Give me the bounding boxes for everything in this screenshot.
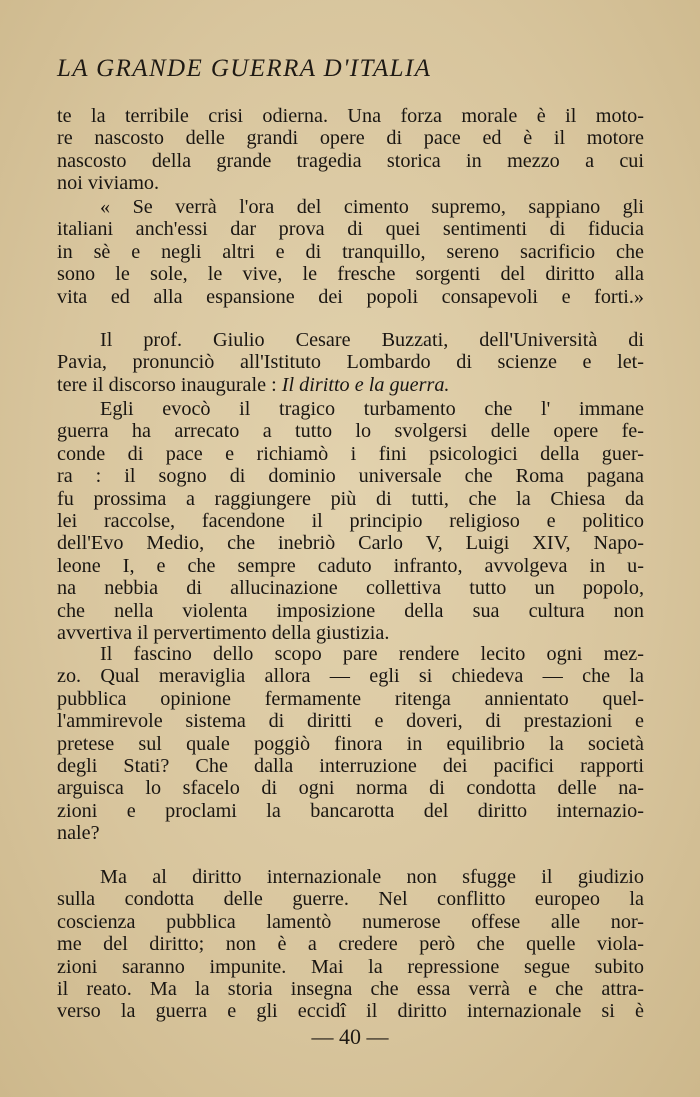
text-line: Egli evocò il tragico turbamento che l' immane [100, 398, 644, 420]
text-line: zioni saranno impunite. Mai la repressione segue subito [57, 955, 644, 978]
text-line: fu prossima a raggiungere più di tutti, che la Chiesa da [57, 487, 644, 510]
text-line: na nebbia di allucinazione collettiva tutto un popolo, [57, 577, 644, 600]
text-line: Ma al diritto internazionale non sfugge il giudizio [100, 866, 644, 888]
text-line: « Se verrà l'ora del cimento supremo, sappiano gli [100, 196, 644, 218]
text-line: avvertiva il pervertimento della giustizia. [57, 621, 390, 644]
text-line: me del diritto; non è a credere però che quelle viola- [57, 933, 644, 956]
paragraph-6 [57, 866, 644, 1023]
text-line: pubblica opinione fermamente ritenga annientato quel- [57, 687, 644, 710]
text-line: zo. Qual meraviglia allora — egli si chiedeva — che la [57, 665, 644, 688]
text-line: Il prof. Giulio Cesare Buzzati, dell'Università di [100, 329, 644, 351]
text-line: verso la guerra e gli eccidî il diritto internazionale si è [57, 1000, 644, 1023]
text-line: re nascosto delle grandi opere di pace ed è il motore [57, 127, 644, 150]
text-line: sulla condotta delle guerre. Nel conflitto europeo la [57, 888, 644, 911]
paragraph-4 [57, 398, 644, 644]
text-line-prefix: tere il discorso inaugurale : [57, 373, 282, 396]
text-line: Il fascino dello scopo pare rendere lecito ogni mez- [100, 643, 644, 665]
text-line: che nella violenta imposizione della sua cultura non [57, 599, 644, 622]
paragraph-1 [57, 105, 644, 195]
text-line: Pavia, pronunciò all'Istituto Lombardo di scienze e let- [57, 351, 644, 374]
text-line: vita ed alla espansione dei popoli consapevoli e forti.» [57, 285, 644, 308]
text-line: dell'Evo Medio, che inebriò Carlo V, Luigi XIV, Napo- [57, 532, 644, 555]
text-line: degli Stati? Che dalla interruzione dei pacifici rapporti [57, 754, 644, 777]
text-line: arguisca lo sfacelo di ogni norma di condotta delle na- [57, 777, 644, 800]
paragraph-5 [57, 643, 644, 845]
text-line: sono le sole, le vive, le fresche sorgenti del diritto alla [57, 263, 644, 286]
text-line: pretese sul quale poggiò finora in equilibrio la società [57, 732, 644, 755]
text-line: l'ammirevole sistema di diritti e doveri, di prestazioni e [57, 710, 644, 733]
paragraph-3 [57, 329, 644, 396]
text-line: nale? [57, 822, 100, 845]
text-line: leone I, e che sempre caduto infranto, avvolgeva in u- [57, 554, 644, 577]
running-header: LA GRANDE GUERRA D'ITALIA [57, 55, 432, 82]
text-line: te la terribile crisi odierna. Una forza morale è il moto- [57, 105, 644, 127]
text-line: italiani anch'essi dar prova di quei sentimenti di fiducia [57, 218, 644, 241]
lecture-title: Il diritto e la guerra. [281, 373, 450, 396]
text-line: guerra ha arrecato a tutto lo svolgersi delle opere fe- [57, 420, 644, 443]
text-line: il reato. Ma la storia insegna che essa verrà e che attra- [57, 977, 644, 1000]
text-line: conde di pace e richiamò i fini psicologici della guer- [57, 442, 644, 465]
text-line: nascosto della grande tragedia storica in mezzo a cui [57, 149, 644, 172]
text-line: coscienza pubblica lamentò numerose offese alle nor- [57, 910, 644, 933]
text-line: lei raccolse, facendone il principio religioso e politico [57, 509, 644, 532]
text-line: ra : il sogno di dominio universale che Roma pagana [57, 465, 644, 488]
text-line: zioni e proclami la bancarotta del diritto internazio- [57, 799, 644, 822]
text-line: in sè e negli altri e di tranquillo, sereno sacrificio che [57, 240, 644, 263]
page-number: — 40 — [311, 1024, 389, 1049]
text-line [57, 374, 644, 396]
text-line: noi viviamo. [57, 172, 160, 195]
paragraph-2-quote [57, 196, 644, 308]
